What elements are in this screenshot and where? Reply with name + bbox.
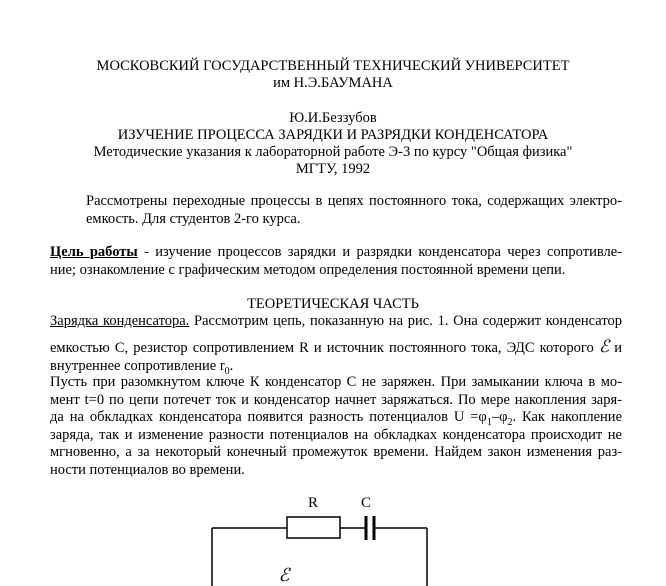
r0-subscript: 0 — [224, 365, 230, 377]
theory-p1-line1-text: Рассмотрим цепь, показанную на рис. 1. Она содержит конденсатор — [189, 313, 623, 329]
abstract-line1: Рассмотрены переходные процессы в цепях постоянного тока, содержащих электро- — [86, 193, 622, 209]
resistor — [287, 517, 340, 538]
document-subtitle: Методические указания к лабораторной работе Э-3 по курсу "Общая физика" — [93, 144, 573, 160]
emf-label: ℰ — [278, 565, 290, 585]
theory-p1-line2-end: и — [609, 340, 622, 356]
theory-p2-line3-text: да на обкладках конденсатора появится разность потенциалов U =φ — [50, 409, 487, 425]
theory-p2-line2: мент t=0 по цепи потечет ток и конденсатор начнет заряжаться. По мере накопления заря- — [50, 391, 622, 408]
document-title: ИЗУЧЕНИЕ ПРОЦЕССА ЗАРЯДКИ И РАЗРЯДКИ КОНДЕНСАТОРА — [117, 127, 549, 143]
resistor-label: R — [307, 495, 319, 511]
theory-p1-line3-end: . — [229, 357, 234, 374]
theory-p2-line1: Пусть при разомкнутом ключе К конденсатор С не заряжен. При замыкании ключа в мо- — [50, 374, 622, 390]
capacitor-label: C — [360, 495, 372, 511]
theory-p2-line4: заряда, так и изменение разности потенциалов на обкладках конденсатора происходит не — [50, 426, 622, 443]
phi1-subscript: 1 — [486, 416, 492, 428]
theory-p2-line3-mid: –φ — [491, 409, 508, 425]
publisher: МГТУ, 1992 — [295, 161, 371, 177]
university-line1: МОСКОВСКИЙ ГОСУДАРСТВЕННЫЙ ТЕХНИЧЕСКИЙ УНИВЕРСИТЕТ — [96, 58, 570, 74]
author: Ю.И.Беззубов — [289, 110, 377, 126]
section-heading: ТЕОРЕТИЧЕСКАЯ ЧАСТЬ — [247, 296, 419, 312]
goal-line2: ние; ознакомление с графическим методом определения постоянной времени цепи. — [50, 261, 566, 278]
goal-label: Цель работы — [50, 244, 138, 260]
theory-p1-line3-text: внутреннее сопротивление r — [50, 357, 225, 374]
emf-symbol: ℰ — [598, 337, 610, 356]
theory-p2-line3-end: . Как накопление — [512, 409, 622, 425]
goal-line1-text: - изучение процессов зарядки и разрядки конденсатора через сопротивле- — [137, 244, 622, 260]
abstract-line2: емкость. Для студентов 2-го курса. — [86, 210, 301, 227]
phi2-subscript: 2 — [507, 416, 513, 428]
theory-p2-line6: ности потенциалов во времени. — [50, 461, 245, 478]
charging-label: Зарядка конденсатора. — [50, 313, 190, 329]
theory-p1-line2-text: емкостью С, резистор сопротивлением R и источник постоянного тока, ЭДС которого — [50, 340, 599, 356]
university-line2: им Н.Э.БАУМАНА — [273, 75, 393, 91]
theory-p2-line5: мгновенно, а за некоторый конечный промежуток времени. Найдем закон изменения раз- — [50, 444, 622, 460]
